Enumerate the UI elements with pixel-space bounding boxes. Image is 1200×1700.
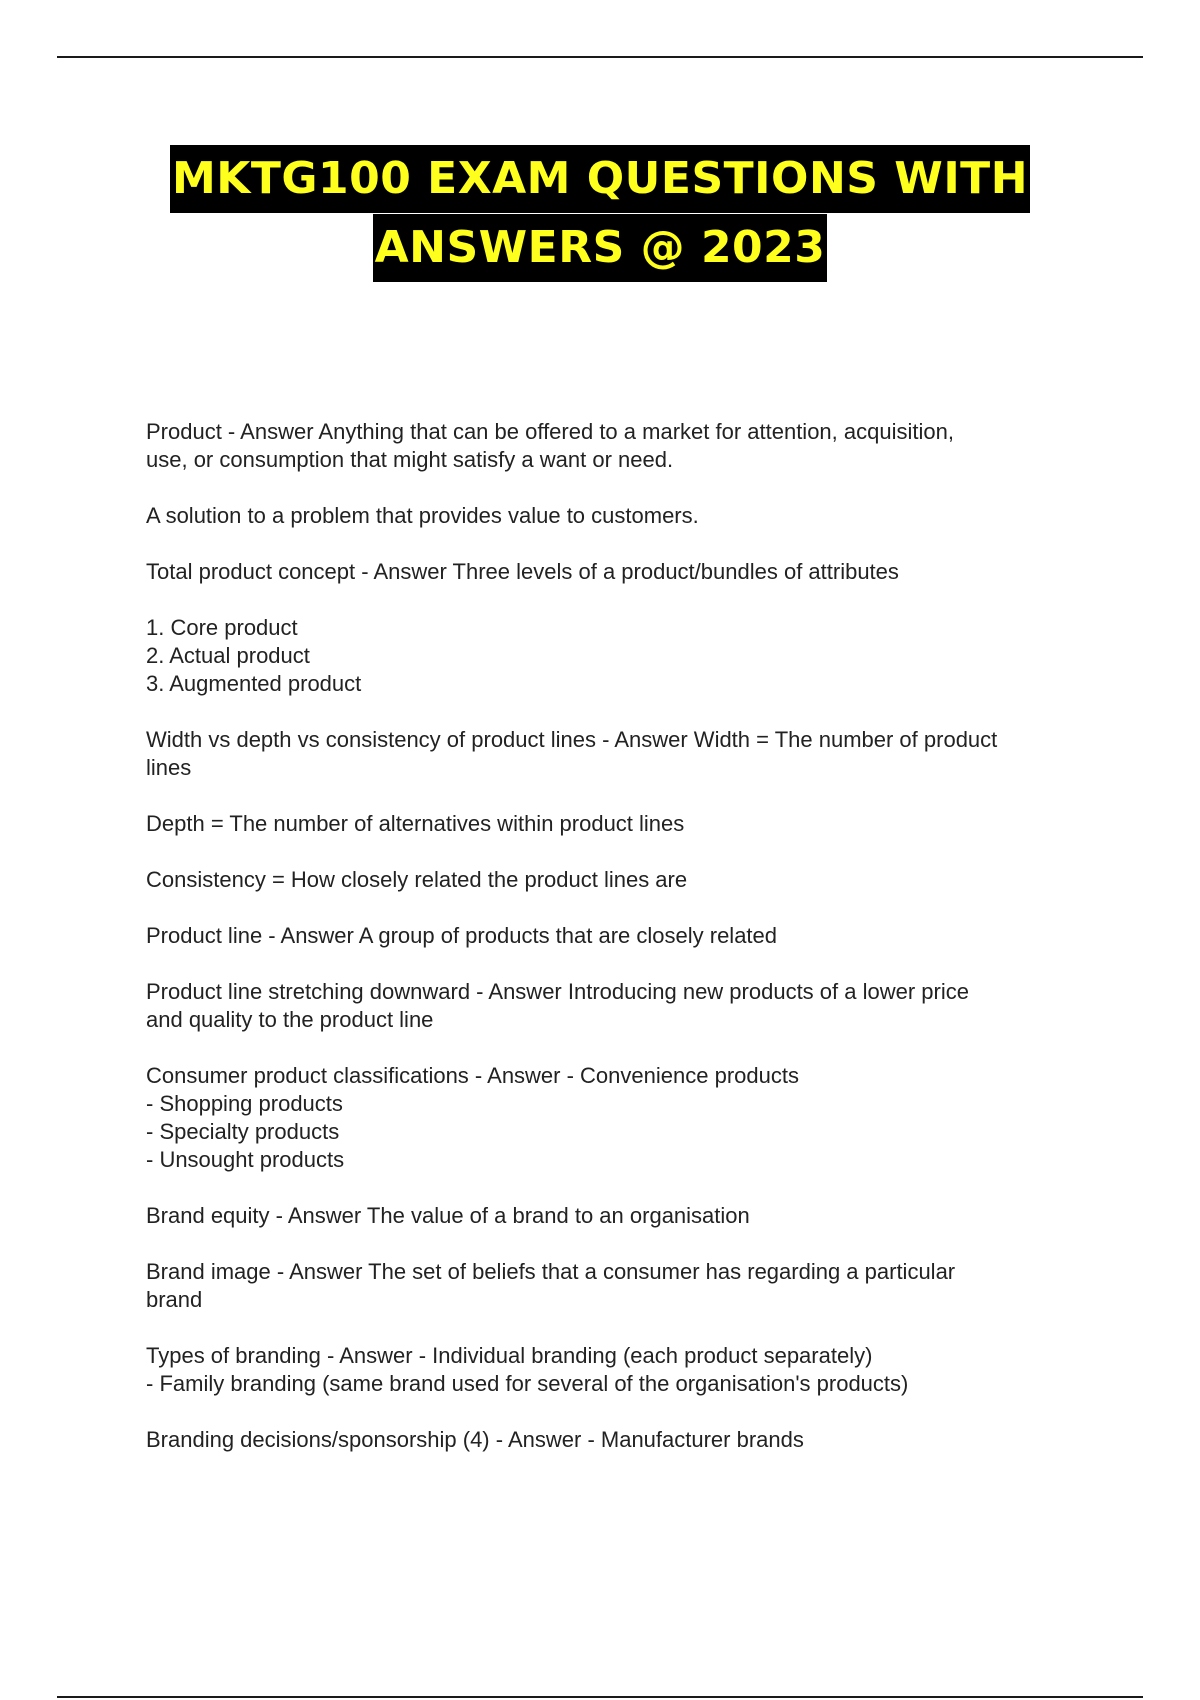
paragraph: Product line - Answer A group of products that are closely related xyxy=(146,923,778,948)
paragraph: Depth = The number of alternatives within product lines xyxy=(146,811,685,836)
paragraph: Product line stretching downward - Answer Introducing new products of a lower price and quality to the product line xyxy=(146,979,969,1032)
top-rule xyxy=(57,56,1143,58)
paragraph: Brand image - Answer The set of beliefs that a consumer has regarding a particular brand xyxy=(146,1259,956,1312)
title-line-1: MKTG100 EXAM QUESTIONS WITH xyxy=(170,145,1030,213)
paragraph: Total product concept - Answer Three levels of a product/bundles of attributes xyxy=(146,559,899,584)
paragraph: Branding decisions/sponsorship (4) - Answer - Manufacturer brands xyxy=(146,1427,804,1452)
paragraph: Brand equity - Answer The value of a brand to an organisation xyxy=(146,1203,750,1228)
title-line-2: ANSWERS @ 2023 xyxy=(373,214,828,282)
paragraph: Consumer product classifications - Answer - Convenience products - Shopping products - Specialty products - Unsought products xyxy=(146,1063,799,1172)
paragraph: Types of branding - Answer - Individual branding (each product separately) - Family branding (same brand used for several of the organisation's products) xyxy=(146,1343,909,1396)
paragraph: 1. Core product 2. Actual product 3. Augmented product xyxy=(146,615,362,696)
bottom-rule xyxy=(57,1696,1143,1698)
document-title xyxy=(0,145,1200,283)
paragraph: Width vs depth vs consistency of product lines - Answer Width = The number of product lines xyxy=(146,727,998,780)
paragraph: Consistency = How closely related the product lines are xyxy=(146,867,688,892)
paragraph: Product - Answer Anything that can be offered to a market for attention, acquisition, use, or consumption that might satisfy a want or need. xyxy=(146,419,954,472)
document-body xyxy=(146,418,1096,1482)
paragraph: A solution to a problem that provides value to customers. xyxy=(146,503,699,528)
